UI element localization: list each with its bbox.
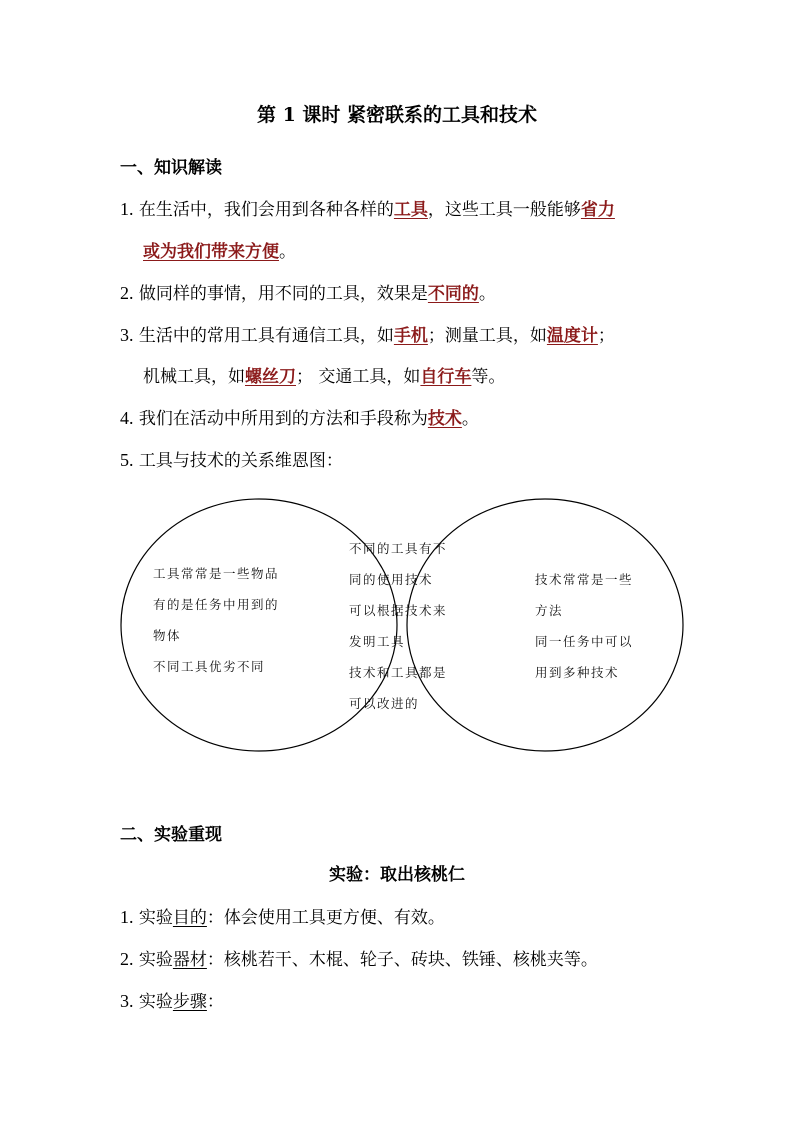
section-heading-experiment: 二、实验重现 xyxy=(120,825,222,845)
venn-left-text-2: 有的是任务中用到的 xyxy=(153,597,280,612)
section-heading-knowledge: 一、知识解读 xyxy=(120,158,222,178)
venn-right-text-1: 技术常常是一些 xyxy=(535,572,634,587)
answer-text: 螺丝刀 xyxy=(245,367,296,387)
knowledge-item-3: 3. 生活中的常用工具有通信工具，如手机；测量工具，如温度计； xyxy=(120,325,615,346)
venn-circle-technology xyxy=(407,499,683,751)
venn-left-text-4: 不同工具优劣不同 xyxy=(153,659,266,674)
venn-circle-tools xyxy=(121,499,397,751)
answer-text: 或为我们带来方便 xyxy=(143,242,279,262)
answer-text: 技术 xyxy=(427,409,462,429)
experiment-item-1: 1. 实验目的：体会使用工具更方便、有效。 xyxy=(120,907,445,928)
knowledge-item-1: 1. 在生活中，我们会用到各种各样的工具，这些工具一般能够省力 xyxy=(120,199,615,220)
venn-left-text-3: 物体 xyxy=(153,628,182,643)
experiment-item-2: 2. 实验器材：核桃若干、木棍、轮子、砖块、铁锤、核桃夹等。 xyxy=(120,949,598,970)
answer-text: 工具 xyxy=(393,200,428,220)
page-title: 第 1 课时 紧密联系的工具和技术 xyxy=(256,104,538,126)
knowledge-item-4: 4. 我们在活动中所用到的方法和手段称为技术。 xyxy=(120,408,479,429)
experiment-title: 实验：取出核桃仁 xyxy=(329,865,465,885)
venn-middle-text-3: 可以根据技术来 xyxy=(349,603,448,618)
venn-left-text-1: 工具常常是一些物品 xyxy=(153,566,280,581)
venn-middle-text-4: 发明工具 xyxy=(349,634,406,649)
venn-right-text-3: 同一任务中可以 xyxy=(535,634,634,649)
venn-right-text-2: 方法 xyxy=(535,603,564,618)
venn-middle-text-6: 可以改进的 xyxy=(349,696,420,711)
knowledge-item-1-cont: 或为我们带来方便。 xyxy=(143,242,296,262)
venn-middle-text-5: 技术和工具都是 xyxy=(349,665,448,680)
knowledge-item-5: 5. 工具与技术的关系维恩图： xyxy=(120,450,343,471)
knowledge-item-2: 2. 做同样的事情，用不同的工具，效果是不同的。 xyxy=(120,283,496,304)
venn-right-text-4: 用到多种技术 xyxy=(535,665,620,680)
answer-text: 手机 xyxy=(393,326,428,346)
answer-text: 自行车 xyxy=(420,367,472,387)
venn-diagram xyxy=(115,490,685,760)
venn-middle-text-1: 不同的工具有不 xyxy=(349,541,448,556)
knowledge-item-3-cont: 机械工具，如螺丝刀； 交通工具，如自行车等。 xyxy=(143,367,506,387)
experiment-item-3: 3. 实验步骤： xyxy=(120,991,224,1012)
answer-text: 不同的 xyxy=(427,284,479,304)
venn-middle-text-2: 同的使用技术 xyxy=(349,572,434,587)
answer-text: 温度计 xyxy=(546,326,598,346)
answer-text: 省力 xyxy=(580,200,615,220)
